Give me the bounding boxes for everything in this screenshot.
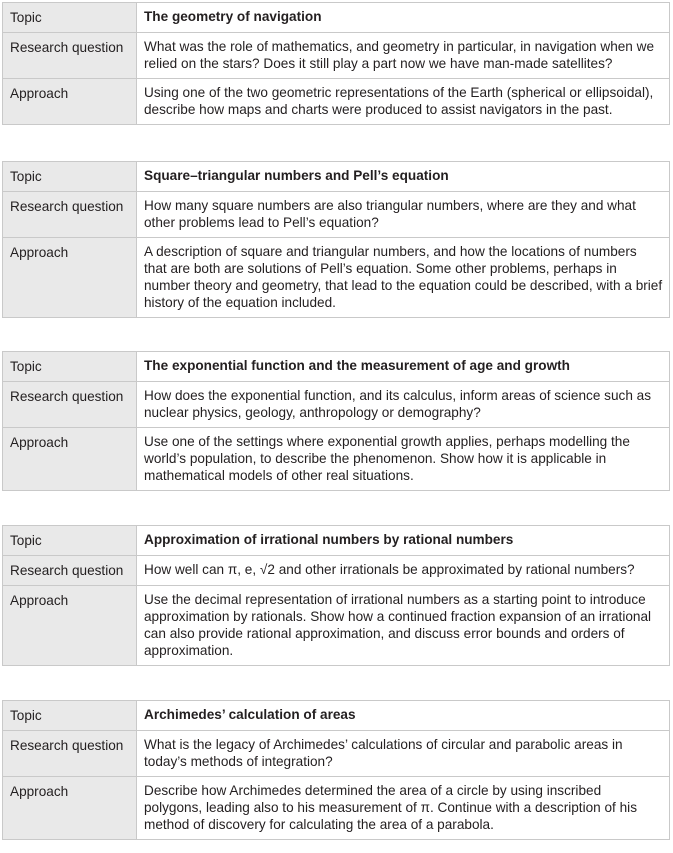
research-question-text: How many square numbers are also triangular numbers, where are they and what other problems lead to Pell’s equation? — [137, 192, 670, 238]
approach-row — [3, 238, 670, 318]
research-question-text: How well can π, e, √2 and other irrationals be approximated by rational numbers? — [137, 556, 670, 586]
topic-row — [3, 701, 670, 731]
approach-label: Approach — [3, 79, 137, 125]
research-question-row — [3, 382, 670, 428]
topic-label: Topic — [3, 162, 137, 192]
topic-label: Topic — [3, 352, 137, 382]
topic-row — [3, 352, 670, 382]
research-question-text: What was the role of mathematics, and geometry in particular, in navigation when we relied on the stars? Does it still play a part now we have man-made satellites? — [137, 33, 670, 79]
topic-title: Square–triangular numbers and Pell’s equation — [137, 162, 670, 192]
project-table-5 — [2, 700, 670, 840]
research-question-row — [3, 192, 670, 238]
approach-text: Use one of the settings where exponential growth applies, perhaps modelling the world’s population, to describe the phenomenon. Show how it is applicable in mathematical models of other real situations. — [137, 428, 670, 491]
approach-label: Approach — [3, 428, 137, 491]
approach-text: Describe how Archimedes determined the area of a circle by using inscribed polygons, leading also to his measurement of π. Continue with a description of his method of discovery for calculating the area of a parabola. — [137, 777, 670, 840]
project-table-2 — [2, 161, 670, 318]
research-question-label: Research question — [3, 556, 137, 586]
research-question-text: What is the legacy of Archimedes’ calculations of circular and parabolic areas in today’s methods of integration? — [137, 731, 670, 777]
topic-row — [3, 3, 670, 33]
topic-title: Approximation of irrational numbers by rational numbers — [137, 526, 670, 556]
approach-label: Approach — [3, 238, 137, 318]
project-table-4 — [2, 525, 670, 666]
topic-label: Topic — [3, 3, 137, 33]
research-question-row — [3, 731, 670, 777]
topic-title: The exponential function and the measurement of age and growth — [137, 352, 670, 382]
research-question-label: Research question — [3, 382, 137, 428]
approach-text: Using one of the two geometric representations of the Earth (spherical or ellipsoidal), describe how maps and charts were produced to assist navigators in the past. — [137, 79, 670, 125]
project-table-1 — [2, 2, 670, 125]
approach-row — [3, 777, 670, 840]
topic-row — [3, 526, 670, 556]
approach-label: Approach — [3, 586, 137, 666]
topic-title: The geometry of navigation — [137, 3, 670, 33]
approach-label: Approach — [3, 777, 137, 840]
research-question-label: Research question — [3, 33, 137, 79]
approach-row — [3, 586, 670, 666]
research-question-row — [3, 556, 670, 586]
topic-label: Topic — [3, 526, 137, 556]
approach-text: Use the decimal representation of irrational numbers as a starting point to introduce approximation by rationals. Show how a continued fraction expansion of an irrational can also provide rational approximation, and discuss error bounds and orders of approximation. — [137, 586, 670, 666]
topic-row — [3, 162, 670, 192]
project-table-3 — [2, 351, 670, 491]
approach-row — [3, 79, 670, 125]
approach-text: A description of square and triangular numbers, and how the locations of numbers that are both are solutions of Pell’s equation. Some other problems, perhaps in number theory and geometry, that lead to the equation could be described, with a brief history of the equation included. — [137, 238, 670, 318]
research-question-row — [3, 33, 670, 79]
research-question-label: Research question — [3, 731, 137, 777]
topic-label: Topic — [3, 701, 137, 731]
topic-title: Archimedes’ calculation of areas — [137, 701, 670, 731]
approach-row — [3, 428, 670, 491]
research-question-label: Research question — [3, 192, 137, 238]
research-question-text: How does the exponential function, and its calculus, inform areas of science such as nuclear physics, geology, anthropology or demography? — [137, 382, 670, 428]
